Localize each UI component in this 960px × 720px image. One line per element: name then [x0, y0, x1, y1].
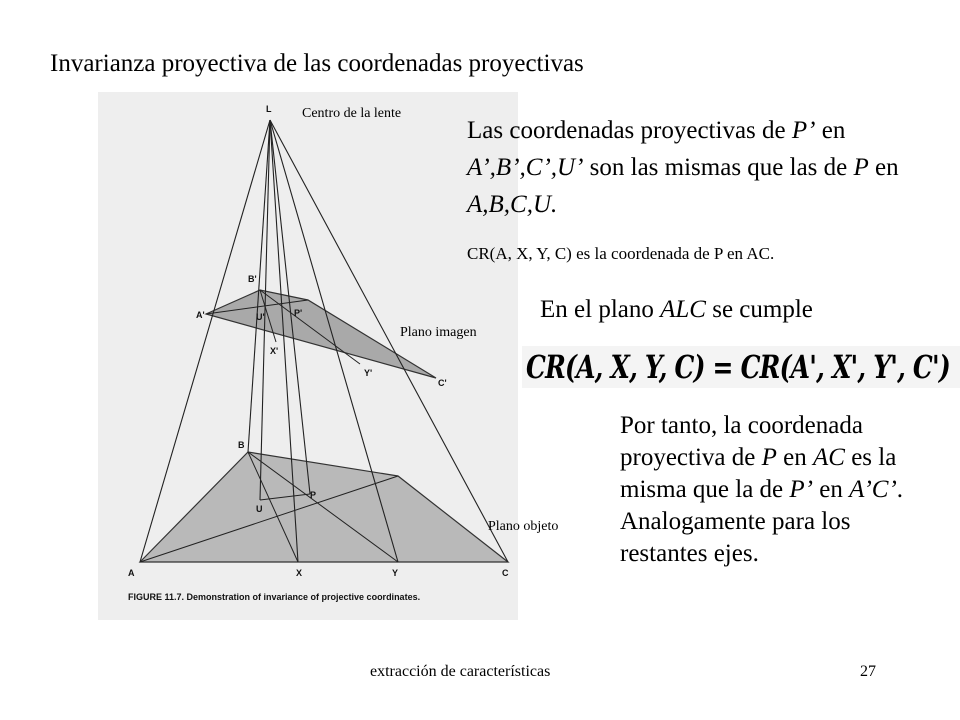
- projective-figure: [98, 92, 518, 620]
- point-Pp: P': [294, 308, 303, 318]
- paragraph-coordenadas: Las coordenadas proyectivas de P’ en A’,B’,C’,U’ son las mismas que las de P en A,B,C,U.: [467, 117, 899, 218]
- figure-caption: FIGURE 11.7. Demonstration of invariance of projective coordinates.: [128, 592, 421, 602]
- point-Up: U': [256, 312, 265, 322]
- point-L: L: [266, 104, 272, 114]
- label-plano-objeto: Plano objeto: [488, 519, 559, 534]
- label-centro-lente: Centro de la lente: [302, 106, 402, 121]
- formula-text: CR(A, X, Y, C) = CR(A', X', Y', C'): [526, 348, 950, 386]
- slide-title: Invarianza proyectiva de las coordenadas proyectivas: [50, 50, 584, 77]
- point-B: B: [238, 440, 245, 450]
- point-Cp: C': [438, 378, 447, 388]
- cross-ratio-formula: [522, 346, 960, 388]
- point-C: C: [502, 568, 509, 578]
- point-Ap: A': [196, 310, 205, 320]
- point-Y: Y: [392, 568, 399, 578]
- point-A: A: [128, 568, 135, 578]
- point-U: U: [256, 504, 263, 514]
- page-number: 27: [860, 663, 876, 680]
- paragraph-conclusion: Por tanto, la coordenada proyectiva de P en AC es la misma que la de P’ en A’C’. Analogamente para los restantes ejes.: [620, 412, 904, 567]
- cr-note: CR(A, X, Y, C) es la coordenada de P en AC.: [467, 244, 775, 263]
- point-Xp: X': [270, 346, 279, 356]
- point-P: P: [310, 490, 317, 500]
- point-X: X: [296, 568, 303, 578]
- point-Yp: Y': [364, 368, 373, 378]
- point-Bp: B': [248, 274, 257, 284]
- footer-text: extracción de características: [370, 663, 551, 680]
- plano-alc-text: En el plano ALC se cumple: [540, 296, 813, 323]
- label-plano-imagen: Plano imagen: [400, 325, 477, 340]
